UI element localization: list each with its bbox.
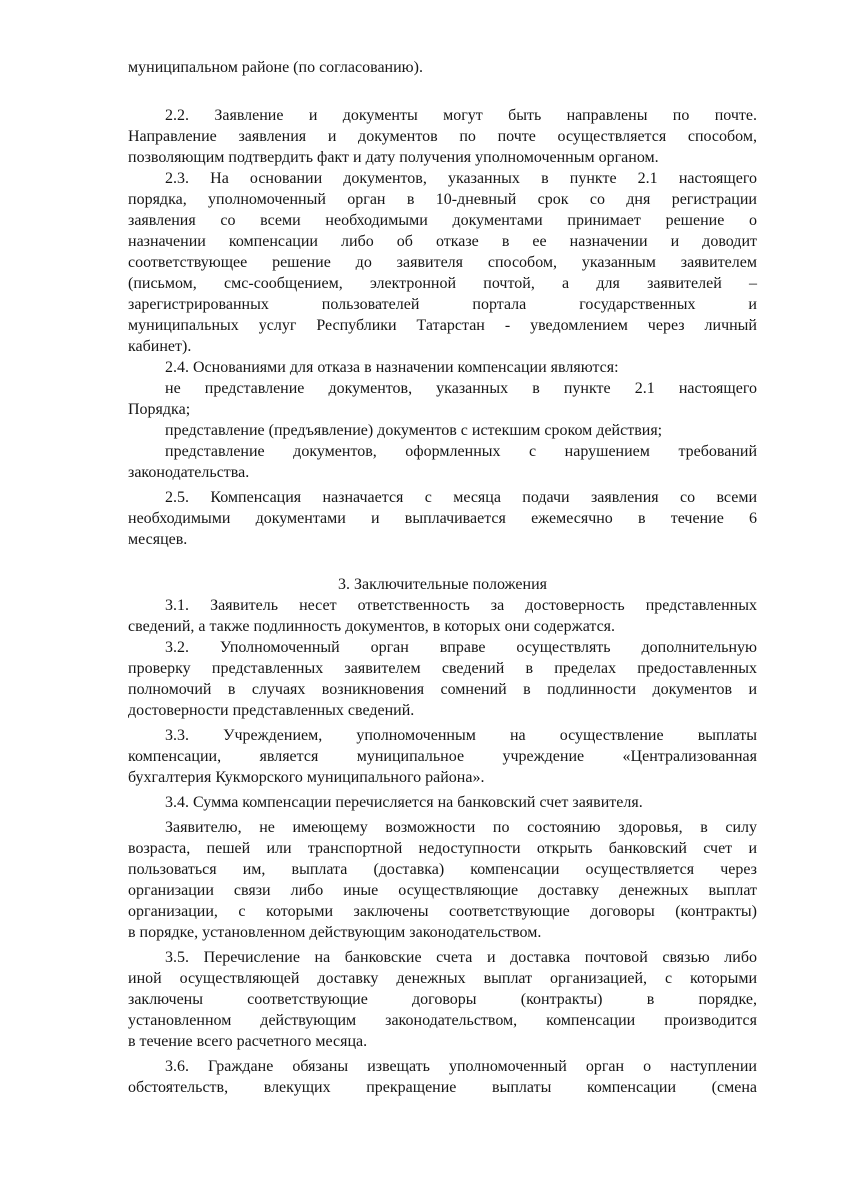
- text-line: организации, с которыми заключены соответствующие договоры (контракты): [128, 903, 757, 920]
- paragraph: [128, 637, 757, 721]
- text-line: 3.6. Граждане обязаны извещать уполномоченный орган о наступлении: [165, 1058, 757, 1075]
- text-line: 3.4. Сумма компенсации перечисляется на банковский счет заявителя.: [165, 794, 643, 811]
- text-line: обстоятельств, влекущих прекращение выплаты компенсации (смена: [128, 1079, 757, 1096]
- section-heading: [128, 574, 757, 595]
- text-line: Порядка;: [128, 401, 191, 418]
- text-line: законодательства.: [128, 464, 250, 481]
- text-line: 3.2. Уполномоченный орган вправе осуществлять дополнительную: [165, 639, 757, 656]
- text-line: бухгалтерия Кукморского муниципального района».: [128, 769, 485, 786]
- text-line: 2.3. На основании документов, указанных в пункте 2.1 настоящего: [165, 170, 757, 187]
- text-line: 2.5. Компенсация назначается с месяца подачи заявления со всеми: [165, 489, 757, 506]
- paragraph: [128, 57, 757, 78]
- text-line: заявления со всеми необходимыми документами принимает решение о: [128, 212, 757, 229]
- text-line: назначении компенсации либо об отказе в ее назначении и доводит: [128, 233, 757, 250]
- text-line: представление документов, оформленных с нарушением требований: [165, 443, 757, 460]
- text-line: муниципальных услуг Республики Татарстан - уведомлением через личный: [128, 317, 757, 334]
- text-line: достоверности представленных сведений.: [128, 702, 415, 719]
- text-line: полномочий в случаях возникновения сомнений в подлинности документов и: [128, 681, 757, 698]
- text-line: не представление документов, указанных в пункте 2.1 настоящего: [165, 380, 757, 397]
- paragraph: [128, 1056, 757, 1098]
- text-line: установленном действующим законодательством, компенсации производится: [128, 1012, 757, 1029]
- text-line: 3.3. Учреждением, уполномоченным на осуществление выплаты: [165, 727, 757, 744]
- text-line: 2.4. Основаниями для отказа в назначении компенсации являются:: [165, 359, 619, 376]
- text-line: Направление заявления и документов по почте осуществляется способом,: [128, 128, 757, 145]
- paragraph: [128, 420, 757, 441]
- paragraph: [128, 792, 757, 813]
- text-line: кабинет).: [128, 338, 192, 355]
- text-line: организации связи либо иные осуществляющие доставку денежных выплат: [128, 882, 757, 899]
- text-line: порядка, уполномоченный орган в 10-дневный срок со дня регистрации: [128, 191, 757, 208]
- text-line: в течение всего расчетного месяца.: [128, 1033, 368, 1050]
- text-line: возраста, пешей или транспортной недоступности открыть банковский счет и: [128, 840, 757, 857]
- text-line: муниципальном районе (по согласованию).: [128, 59, 423, 76]
- document-page: [128, 57, 757, 1098]
- text-line: необходимыми документами и выплачивается ежемесячно в течение 6: [128, 510, 757, 527]
- text-line: проверку представленных заявителем сведений в пределах предоставленных: [128, 660, 757, 677]
- text-line: Заявителю, не имеющему возможности по состоянию здоровья, в силу: [165, 819, 757, 836]
- paragraph: [128, 595, 757, 637]
- paragraph: [128, 441, 757, 483]
- paragraph: [128, 487, 757, 550]
- text-line: компенсации, является муниципальное учреждение «Централизованная: [128, 748, 757, 765]
- paragraph: [128, 725, 757, 788]
- text-line: в порядке, установленном действующим законодательством.: [128, 924, 542, 941]
- paragraph: [128, 817, 757, 943]
- text-line: 3.1. Заявитель несет ответственность за достоверность представленных: [165, 597, 757, 614]
- paragraph: [128, 105, 757, 168]
- text-line: 3. Заключительные положения: [338, 576, 547, 593]
- paragraph: [128, 947, 757, 1052]
- text-line: иной осуществляющей доставку денежных выплат организацией, с которыми: [128, 970, 757, 987]
- paragraph: [128, 168, 757, 357]
- text-line: заключены соответствующие договоры (контракты) в порядке,: [128, 991, 757, 1008]
- text-line: 3.5. Перечисление на банковские счета и доставка почтовой связью либо: [165, 949, 757, 966]
- paragraph: [128, 357, 757, 378]
- text-line: (письмом, смс-сообщением, электронной почтой, а для заявителей –: [128, 275, 757, 292]
- text-line: пользоваться им, выплата (доставка) компенсации осуществляется через: [128, 861, 757, 878]
- text-line: позволяющим подтвердить факт и дату получения уполномоченным органом.: [128, 149, 659, 166]
- text-line: 2.2. Заявление и документы могут быть направлены по почте.: [165, 107, 757, 124]
- text-line: зарегистрированных пользователей портала государственных и: [128, 296, 757, 313]
- text-line: представление (предъявление) документов с истекшим сроком действия;: [165, 422, 663, 439]
- paragraph: [128, 378, 757, 420]
- text-line: сведений, а также подлинность документов, в которых они содержатся.: [128, 618, 616, 635]
- text-line: месяцев.: [128, 531, 188, 548]
- text-line: соответствующее решение до заявителя способом, указанным заявителем: [128, 254, 757, 271]
